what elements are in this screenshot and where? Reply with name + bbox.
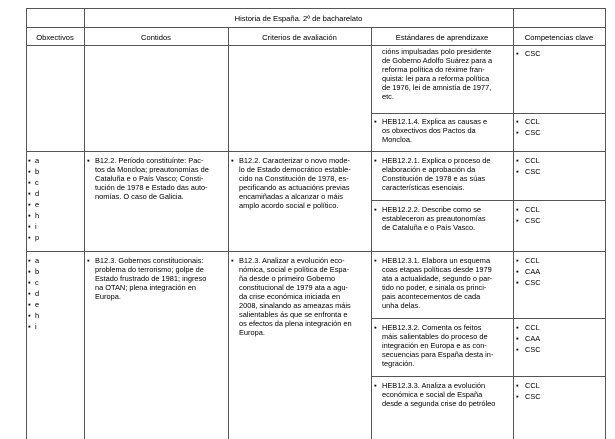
text-line: HEB12.3.1. Elabora un esquema (382, 256, 491, 265)
header-criteria: Criterios de avaliación (262, 33, 337, 42)
bullet-icon: ▪ (231, 256, 234, 265)
text-line: de Cataluña e o País Vasco. (382, 223, 476, 232)
text-line: encamiñadas a alcanzar o máis (239, 192, 343, 201)
objective-letter: h (35, 311, 40, 320)
bullet-icon: ▪ (28, 156, 31, 165)
text-line: Europa. (95, 292, 121, 301)
bullet-icon: ▪ (374, 156, 377, 165)
text-line: HEB12.3.2. Comenta os feitos (382, 323, 482, 332)
bullet-icon: ▪ (28, 322, 31, 331)
text-line: HEB12.2.1. Explica o proceso de (382, 156, 491, 165)
objective-letter: b (35, 167, 40, 176)
bullet-icon: ▪ (516, 117, 519, 126)
bullet-icon: ▪ (231, 156, 234, 165)
text-line: B12.3. Gobernos constitucionais: (95, 256, 204, 265)
bullet-icon: ▪ (374, 256, 377, 265)
bullet-icon: ▪ (28, 289, 31, 298)
competence-code: CSC (525, 345, 541, 354)
bullet-icon: ▪ (28, 300, 31, 309)
text-line: os efectos da plena integración en (239, 319, 352, 328)
text-line: B12.3. Analizar a evolución eco- (239, 256, 345, 265)
bullet-icon: ▪ (28, 167, 31, 176)
text-line: constitucional de 1979 ata a agu- (239, 283, 348, 292)
bullet-icon: ▪ (374, 381, 377, 390)
text-line: tos da Moncloa; preautonomías de (95, 165, 209, 174)
text-line: nomías. O caso de Galicia. (95, 192, 184, 201)
text-line: unha delas. (382, 301, 421, 310)
bullet-icon: ▪ (516, 345, 519, 354)
row-divider (26, 151, 606, 152)
bullet-icon: ▪ (28, 189, 31, 198)
competence-code: CSC (525, 216, 541, 225)
objective-letter: c (35, 278, 39, 287)
text-line: elaboración e aprobación da (382, 165, 476, 174)
text-line: lo de Estado democrático estable- (239, 165, 351, 174)
title-row-divider (26, 27, 606, 28)
text-line: pais acontecementos de cada (382, 292, 481, 301)
text-line: de 1976, lei de amnistía de 1977, (382, 83, 492, 92)
header-standards: Estándares de aprendizaxe (395, 33, 489, 42)
text-line: ata a actualidade, segundo o par- (382, 274, 493, 283)
table-border-top (26, 8, 606, 9)
objective-letter: h (35, 211, 40, 220)
objective-letter: p (35, 233, 40, 242)
text-line: da crise económica iniciada en (239, 292, 341, 301)
text-line: HEB12.2.2. Describe como se (382, 205, 481, 214)
text-line: B12.2. Caracterizar o novo mode- (239, 156, 350, 165)
text-line: Cataluña e o País Vasco; Consti- (95, 174, 204, 183)
objective-letter: e (35, 200, 40, 209)
bullet-icon: ▪ (516, 205, 519, 214)
text-line: cións impulsadas polo presidente (382, 47, 492, 56)
bullet-icon: ▪ (374, 205, 377, 214)
bullet-icon: ▪ (516, 278, 519, 287)
text-line: Europa. (239, 328, 265, 337)
objective-letter: e (35, 300, 40, 309)
text-line: cido na Constitución de 1978, es- (239, 174, 349, 183)
text-line: etc. (382, 92, 394, 101)
text-line: coas etapas políticas desde 1979 (382, 265, 492, 274)
bullet-icon: ▪ (28, 256, 31, 265)
bullet-icon: ▪ (516, 49, 519, 58)
table-title: Historia de España. 2º de bacharelato (234, 14, 363, 23)
text-line: HEB12.3.3. Analiza a evolución (382, 381, 486, 390)
text-line: ña desde o primeiro Goberno (239, 274, 336, 283)
objective-letter: c (35, 178, 39, 187)
bullet-icon: ▪ (87, 256, 90, 265)
text-line: tución de 1978 e Estado das auto- (95, 183, 208, 192)
row-divider (371, 113, 606, 114)
bullet-icon: ▪ (516, 156, 519, 165)
competence-code: CCL (525, 156, 540, 165)
bullet-icon: ▪ (87, 156, 90, 165)
bullet-icon: ▪ (28, 178, 31, 187)
text-line: tido no poder, e sinala os princi- (382, 283, 487, 292)
column-divider (228, 27, 229, 439)
competence-code: CSC (525, 128, 541, 137)
text-line: máis salientables do proceso de (382, 332, 488, 341)
text-line: Constitución de 1978 e as súas (382, 174, 486, 183)
bullet-icon: ▪ (516, 392, 519, 401)
text-line: de Goberno Adolfo Suárez para a (382, 56, 493, 65)
bullet-icon: ▪ (516, 216, 519, 225)
text-line: tegración. (382, 359, 415, 368)
column-divider (371, 27, 372, 439)
header-contents: Contidos (141, 33, 171, 42)
header-row-divider (26, 45, 606, 46)
column-divider (513, 8, 514, 439)
competence-code: CSC (525, 49, 541, 58)
competence-code: CSC (525, 278, 541, 287)
objective-letter: a (35, 156, 40, 165)
text-line: 2008, sinalando as ameazas máis (239, 301, 351, 310)
text-line: salientables ás que se enfronta e (239, 310, 348, 319)
text-line: na OTAN; plena integración en (95, 283, 196, 292)
text-line: características esenciais. (382, 183, 465, 192)
text-line: económica e social de España (382, 390, 483, 399)
text-line: HEB12.1.4. Explica as causas e (382, 117, 488, 126)
row-divider (371, 200, 606, 201)
row-divider (371, 318, 606, 319)
row-divider (26, 251, 606, 252)
text-line: problema do terrorismo; golpe de (95, 265, 204, 274)
bullet-icon: ▪ (28, 267, 31, 276)
text-line: quista: lei para a reforma política (382, 74, 490, 83)
table-border-left (26, 8, 27, 439)
text-line: Moncloa. (382, 135, 412, 144)
objective-letter: i (35, 222, 37, 231)
column-divider (84, 8, 85, 439)
objective-letter: b (35, 267, 40, 276)
objective-letter: d (35, 289, 40, 298)
competence-code: CAA (525, 267, 541, 276)
bullet-icon: ▪ (516, 323, 519, 332)
table-border-right (605, 8, 606, 439)
competence-code: CCL (525, 205, 540, 214)
header-objectives: Obxectivos (36, 33, 74, 42)
bullet-icon: ▪ (516, 128, 519, 137)
competence-code: CSC (525, 167, 541, 176)
text-line: reforma política do réxime fran- (382, 65, 485, 74)
text-line: desde a segunda crise do petróleo (382, 399, 496, 408)
competence-code: CCL (525, 256, 540, 265)
bullet-icon: ▪ (374, 323, 377, 332)
text-line: amplo acordo social e político. (239, 201, 339, 210)
bullet-icon: ▪ (516, 256, 519, 265)
bullet-icon: ▪ (374, 117, 377, 126)
text-line: nómica, social e política de Espa- (239, 265, 350, 274)
objective-letter: a (35, 256, 40, 265)
competence-code: CAA (525, 334, 541, 343)
competence-code: CCL (525, 381, 540, 390)
competence-code: CSC (525, 392, 541, 401)
objective-letter: d (35, 189, 40, 198)
bullet-icon: ▪ (28, 222, 31, 231)
competence-code: CCL (525, 323, 540, 332)
row-divider (371, 376, 606, 377)
bullet-icon: ▪ (28, 278, 31, 287)
bullet-icon: ▪ (28, 211, 31, 220)
bullet-icon: ▪ (516, 381, 519, 390)
competence-code: CCL (525, 117, 540, 126)
bullet-icon: ▪ (28, 233, 31, 242)
header-competences: Competencias clave (524, 33, 594, 42)
bullet-icon: ▪ (516, 334, 519, 343)
bullet-icon: ▪ (28, 200, 31, 209)
text-line: Estado frustrado de 1981; ingreso (95, 274, 207, 283)
text-line: os obxectivos dos Pactos da (382, 126, 476, 135)
bullet-icon: ▪ (516, 167, 519, 176)
text-line: integración en Europa e as con- (382, 341, 487, 350)
text-line: estableceron as preautonomías (382, 214, 486, 223)
bullet-icon: ▪ (516, 267, 519, 276)
text-line: pecificando as actuacións previas (239, 183, 350, 192)
text-line: secuencias para España desta in- (382, 350, 494, 359)
text-line: B12.2. Período constituínte: Pac- (95, 156, 204, 165)
objective-letter: i (35, 322, 37, 331)
bullet-icon: ▪ (28, 311, 31, 320)
